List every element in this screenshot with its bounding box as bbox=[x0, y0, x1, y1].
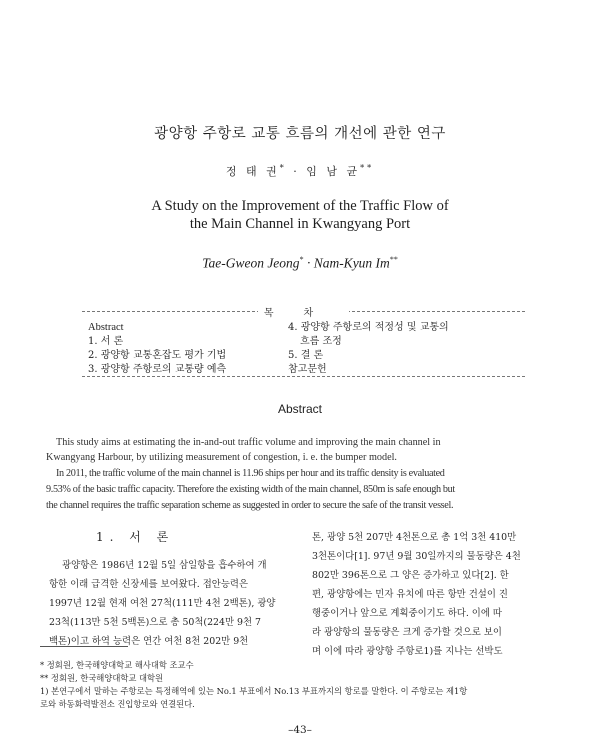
body-left-line: 1997년 12월 현재 여천 27척(111만 4천 2백톤), 광양 bbox=[49, 598, 276, 609]
toc-item-section-2: 2. 광양항 교통혼잡도 평가 기법 bbox=[88, 350, 227, 361]
paper-title-english-line-1: A Study on the Improvement of the Traffic Flow of bbox=[151, 198, 449, 214]
author-separator-ko: · bbox=[286, 165, 307, 178]
paper-title-english-line-2: the Main Channel in Kwangyang Port bbox=[189, 216, 411, 232]
body-right-line: 라 광양항의 물동량은 크게 증가할 것으로 보이 bbox=[312, 627, 502, 638]
author-1-name-ko: 정 태 권 bbox=[225, 165, 280, 178]
body-right-line: 행중이거나 앞으로 계획중이기도 하다. 이에 따 bbox=[312, 608, 502, 619]
page-number: –43– bbox=[288, 724, 312, 736]
body-right-line: 802만 396톤으로 그 양은 증가하고 있다[2]. 한 bbox=[312, 570, 509, 581]
abstract-line: In 2011, the traffic volume of the main channel is 11.96 ships per hour and its traffic density is evaluated bbox=[56, 468, 445, 479]
author-2-mark-en: ** bbox=[389, 255, 398, 264]
body-left-line: 광양항은 1986년 12월 5일 삼일항을 흡수하여 개 bbox=[62, 560, 267, 571]
abstract-line: 9.53% of the basic traffic capacity. Therefore the existing width of the main channel, 850m is safe enough but bbox=[46, 484, 455, 495]
author-2-name-ko: 임 남 균 bbox=[306, 165, 361, 178]
abstract-line: the channel requires the traffic separation scheme as suggested in order to secure the safe of the transit vessel. bbox=[46, 500, 454, 511]
toc-heading: 목차 bbox=[82, 304, 525, 319]
author-2-name-en: Nam-Kyun Im bbox=[313, 255, 390, 271]
body-right-line: 3천톤이다[1]. 97년 9월 30일까지의 물동량은 4천 bbox=[312, 551, 521, 562]
toc-item-references: 참고문헌 bbox=[288, 364, 327, 375]
body-left-line: 23척(113만 5천 5백톤)으로 총 50척(224만 9천 7 bbox=[49, 617, 261, 628]
body-right-line: 톤, 광양 5천 207만 4천톤으로 총 1억 3천 410만 bbox=[312, 532, 517, 543]
body-left-line: 백톤)이고 하역 능력은 연간 여천 8천 202만 9천 bbox=[49, 636, 249, 647]
table-of-contents bbox=[82, 308, 525, 377]
authors-english bbox=[0, 255, 600, 272]
body-left-line: 항한 이래 급격한 신장세를 보여왔다. 접안능력은 bbox=[49, 579, 249, 590]
toc-item-introduction: 1. 서 론 bbox=[88, 336, 124, 347]
abstract-line: Kwangyang Harbour, by utilizing measurement of congestion, i. e. the bumper model. bbox=[46, 452, 397, 463]
author-1-name-en: Tae-Gweon Jeong bbox=[202, 255, 300, 271]
footnote-1-cont: 로와 하동화력발전소 진입항로와 연결된다. bbox=[40, 699, 195, 709]
paper-title-korean: 광양항 주항로 교통 흐름의 개선에 관한 연구 bbox=[154, 126, 446, 142]
authors-korean bbox=[0, 163, 600, 179]
toc-item-section-4-cont: 흐름 조정 bbox=[300, 336, 342, 347]
footnote-divider bbox=[40, 646, 128, 647]
footnote-author-1: * 정회원, 한국해양대학교 해사대학 조교수 bbox=[40, 660, 194, 670]
author-separator-en: · bbox=[303, 255, 314, 271]
author-2-mark-ko: ** bbox=[360, 163, 375, 173]
body-right-line: 며 이에 따라 광양항 주항로1)를 지나는 선박도 bbox=[312, 646, 503, 657]
abstract-heading: Abstract bbox=[277, 402, 322, 416]
author-1-mark-ko: * bbox=[279, 163, 287, 173]
section-title-introduction: 1. 서 론 bbox=[96, 530, 175, 544]
toc-item-section-4: 4. 광양항 주항로의 적정성 및 교통의 bbox=[288, 322, 449, 333]
abstract-line: This study aims at estimating the in-and-out traffic volume and improving the main channel in bbox=[56, 437, 441, 448]
footnote-author-2: ** 정회원, 한국해양대학교 대학원 bbox=[40, 673, 164, 683]
toc-item-section-3: 3. 광양항 주항로의 교통량 예측 bbox=[88, 364, 227, 375]
toc-item-conclusion: 5. 결 론 bbox=[288, 350, 324, 361]
footnote-1: 1) 본연구에서 말하는 주항로는 특정해역에 있는 No.1 부표에서 No.13 부표까지의 항로를 말한다. 이 주항로는 제1항 bbox=[40, 686, 468, 696]
author-1-mark-en: * bbox=[299, 255, 304, 264]
toc-item-abstract: Abstract bbox=[88, 322, 124, 333]
body-right-line: 편, 광양항에는 민자 유치에 따른 항만 건설이 진 bbox=[312, 589, 508, 600]
